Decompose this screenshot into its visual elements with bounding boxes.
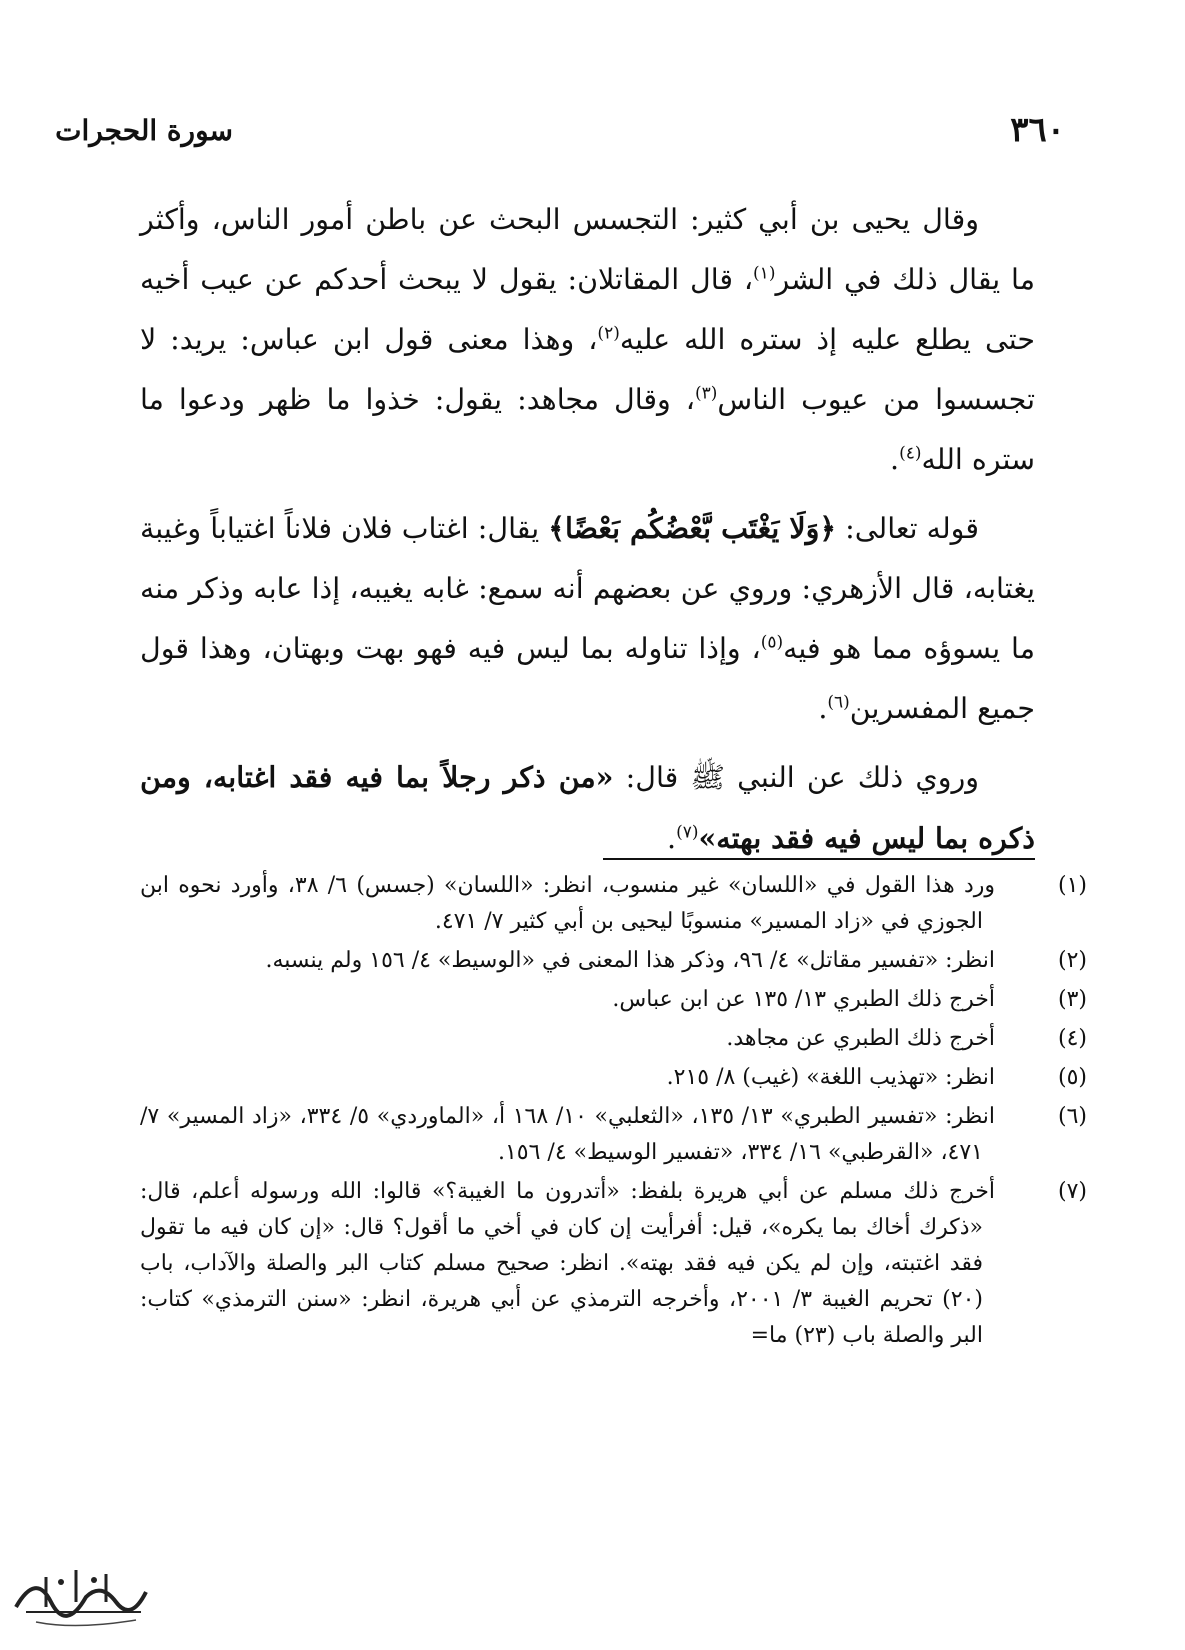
paragraph-text: وقال يحيى بن أبي كثير: التجسس البحث عن باطن أمور الناس، وأكثر ما يقال ذلك في الشر [140,203,1035,296]
footnote-number: (٧) [1057,1179,1087,1204]
footnote-text: ورد هذا القول في «اللسان» غير منسوب، انظر: «اللسان» (جسس) ٦/ ٣٨، وأورد نحوه ابن الجوزي في «زاد المسير» منسوبًا ليحيى بن أبي كثير ٧/ ٤٧١. [140,873,995,934]
paragraph-text: ، وهذا معنى قول ابن عباس: يريد: لا تجسسوا من عيوب الناس [140,323,1035,416]
footnote-number: (١) [1057,873,1087,898]
footnote-item [140,868,1087,940]
hadith-quote: «من ذكر رجلاً بما فيه فقد اغتابه، ومن ذكره بما ليس فيه فقد بهته» [140,760,1035,855]
publisher-logo [6,1552,154,1632]
paragraph-1 [140,190,1035,490]
footnote-ref: (٤) [899,443,922,464]
main-text [140,190,1035,877]
paragraph-text: وروي ذلك عن النبي ﷺ قال: [613,761,979,794]
footnote-item [140,982,1087,1018]
paragraph-2 [140,498,1035,739]
paragraph-text: . [818,692,828,725]
footnote-number: (٦) [1057,1104,1087,1129]
quran-verse: ﴿وَلَا يَغْتَب بَّعْضُكُم بَعْضًا﴾ [548,511,837,545]
footnote-item [140,1174,1087,1354]
page-header [0,110,1185,160]
paragraph-text: ، وقال مجاهد: يقول: خذوا ما ظهر ودعوا ما ستره الله [140,383,1035,476]
footnote-ref: (٣) [695,383,718,404]
footnotes [140,868,1087,1357]
footnote-ref: (١) [753,263,776,284]
footnote-text: أخرج ذلك الطبري عن مجاهد. [726,1026,995,1051]
footnote-number: (٥) [1057,1065,1087,1090]
footnote-number: (٤) [1057,1026,1087,1051]
footnote-item [140,1099,1087,1171]
footnote-text: أخرج ذلك الطبري ١٣/ ١٣٥ عن ابن عباس. [612,987,995,1012]
footnote-ref: (٥) [760,632,784,653]
calligraphy-logo-icon [6,1552,154,1632]
footnote-divider [603,858,1035,860]
footnote-ref: (٦) [827,692,850,713]
footnote-text: انظر: «تهذيب اللغة» (غيب) ٨/ ٢١٥. [666,1065,995,1090]
paragraph-text: . [890,443,900,476]
footnote-number: (٢) [1057,948,1087,973]
footnote-ref: (٢) [597,323,620,344]
footnote-item [140,1060,1087,1096]
footnote-text: انظر: «تفسير الطبري» ١٣/ ١٣٥، «الثعلبي» ١٠/ ١٦٨ أ، «الماوردي» ٥/ ٣٣٤، «زاد المسير» ٧/ ٤٧١، «القرطبي» ١٦/ ٣٣٤، «تفسير الوسيط» ٤/ ١٥٦. [140,1104,995,1165]
surah-title: سورة الحجرات [55,114,233,147]
footnote-ref: (٧) [676,822,699,843]
paragraph-text: ، قال المقاتلان: يقول لا يبحث أحدكم عن عيب أخيه حتى يطلع عليه إذ ستره الله عليه [140,263,1035,356]
footnote-text: انظر: «تفسير مقاتل» ٤/ ٩٦، وذكر هذا المعنى في «الوسيط» ٤/ ١٥٦ ولم ينسبه. [265,948,995,973]
footnote-number: (٣) [1057,987,1087,1012]
paragraph-text: . [667,822,677,855]
footnote-item [140,1021,1087,1057]
paragraph-text: يقال: اغتاب فلان فلاناً اغتياباً وغيبة يغتابه، قال الأزهري: وروي عن بعضهم أنه سمع: غابه يغيبه، إذا عابه وذكر منه ما يسوؤه مما هو فيه [140,512,1035,665]
footnote-text: أخرج ذلك مسلم عن أبي هريرة بلفظ: «أتدرون ما الغيبة؟» قالوا: الله ورسوله أعلم، قال: «ذكرك أخاك بما يكره»، قيل: أفرأيت إن كان في أخي ما أقول؟ قال: «إن كان فيه ما تقول فقد اغتبته، وإن لم يكن فيه فقد بهته». انظر: صحيح مسلم كتاب البر والصلة والآداب، باب (٢٠) تحريم الغيبة ٣/ ٢٠٠١، وأخرجه الترمذي عن أبي هريرة، انظر: «سنن الترمذي» كتاب: البر والصلة باب (٢٣) ما= [140,1179,995,1348]
footnote-item [140,943,1087,979]
paragraph-text: قوله تعالى: [836,512,979,545]
paragraph-3 [140,747,1035,869]
paragraph-text: ، وإذا تناوله بما ليس فيه فهو بهت وبهتان، وهذا قول جميع المفسرين [140,632,1035,725]
page-number: ٣٦٠ [1010,110,1065,150]
